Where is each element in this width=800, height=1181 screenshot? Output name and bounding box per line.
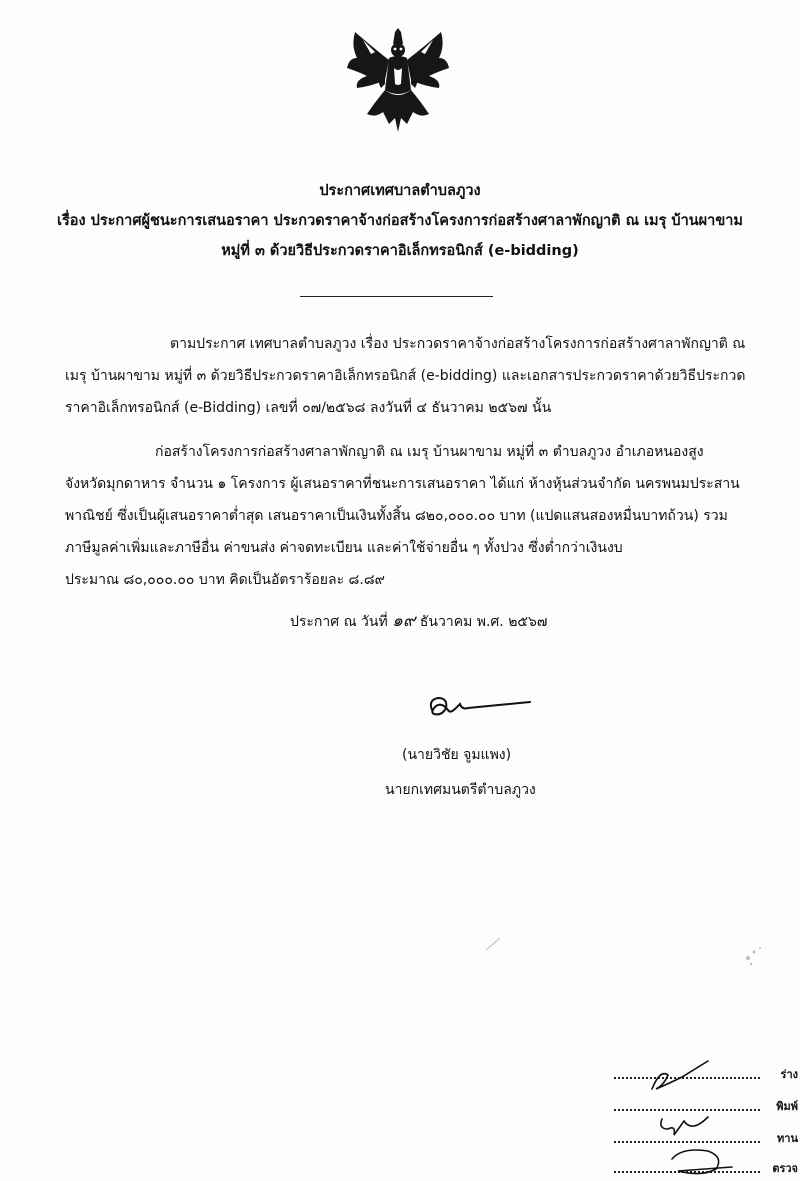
- signature-image: [420, 686, 535, 726]
- body-line-5: จังหวัดมุกดาหาร จำนวน ๑ โครงการ ผู้เสนอราคาที่ชนะการเสนอราคา ได้แก่ ห้างหุ้นส่วนจำกัด นครพนมประสาน: [65, 476, 740, 492]
- handwritten-day: ๑๙: [392, 611, 416, 631]
- body-line-4: ก่อสร้างโครงการก่อสร้างศาลาพักญาติ ณ เมรุ บ้านผาขาม หมู่ที่ ๓ ตำบลภูวง อำเภอหนองสูง: [155, 444, 704, 460]
- subject-line-1: เรื่อง ประกาศผู้ชนะการเสนอราคา ประกวดราคาจ้างก่อสร้างโครงการก่อสร้างศาลาพักญาติ ณ เมรุ บ้านผาขาม: [57, 213, 743, 229]
- subject-line-2: หมู่ที่ ๓ ด้วยวิธีประกวดราคาอิเล็กทรอนิกส์ (e-bidding): [221, 243, 579, 259]
- body-line-2: เมรุ บ้านผาขาม หมู่ที่ ๓ ด้วยวิธีประกวดราคาอิเล็กทรอนิกส์ (e-bidding) และเอกสารประกวดราคาด้วยวิธีประกวด: [65, 368, 746, 384]
- pencil-mark: [484, 936, 504, 956]
- ink-speck: [740, 940, 770, 970]
- announcement-prefix: ประกาศ ณ วันที่: [290, 614, 388, 630]
- body-line-6: พาณิชย์ ซึ่งเป็นผู้เสนอราคาต่ำสุด เสนอราคาเป็นเงินทั้งสิ้น ๘๒๐,๐๐๐.๐๐ บาท (แปดแสนสองหมื่นบาทถ้วน) รวม: [65, 508, 728, 524]
- title-block: [40, 176, 760, 266]
- title-divider: [300, 296, 493, 297]
- body-line-1: ตามประกาศ เทศบาลตำบลภูวง เรื่อง ประกวดราคาจ้างก่อสร้างโครงการก่อสร้างศาลาพักญาติ ณ: [170, 336, 746, 352]
- announcement-date: [290, 607, 547, 634]
- body-line-3: ราคาอิเล็กทรอนิกส์ (e-Bidding) เลขที่ ๐๗/๒๕๖๘ ลงวันที่ ๔ ธันวาคม ๒๕๖๗ นั้น: [65, 400, 552, 416]
- verification-block: [612, 1055, 800, 1181]
- verification-label: ร่าง: [780, 1068, 798, 1081]
- signatory-name: (นายวิชัย จูมแพง): [402, 747, 512, 763]
- verification-label: ทาน: [777, 1132, 798, 1145]
- verification-row-print: [612, 1091, 800, 1117]
- announcement-month-year: ธันวาคม พ.ศ. ๒๕๖๗: [419, 614, 548, 630]
- verification-label: พิมพ์: [776, 1100, 798, 1113]
- verification-row-draft: [612, 1059, 800, 1085]
- garuda-emblem-icon: [345, 28, 451, 134]
- signatory-position: นายกเทศมนตรีตำบลภูวง: [385, 782, 536, 798]
- document-title: ประกาศเทศบาลตำบลภูวง: [319, 183, 481, 199]
- verification-label: ตรวจ: [772, 1162, 798, 1175]
- body-line-8: ประมาณ ๘๐,๐๐๐.๐๐ บาท คิดเป็นอัตราร้อยละ ๘.๘๙: [65, 572, 385, 588]
- verification-row-proofread: [612, 1123, 800, 1149]
- verification-row-check: [612, 1153, 800, 1179]
- body-line-7: ภาษีมูลค่าเพิ่มและภาษีอื่น ค่าขนส่ง ค่าจดทะเบียน และค่าใช้จ่ายอื่น ๆ ทั้งปวง ซึ่งต่ำกว่าเงินงบ: [65, 540, 623, 556]
